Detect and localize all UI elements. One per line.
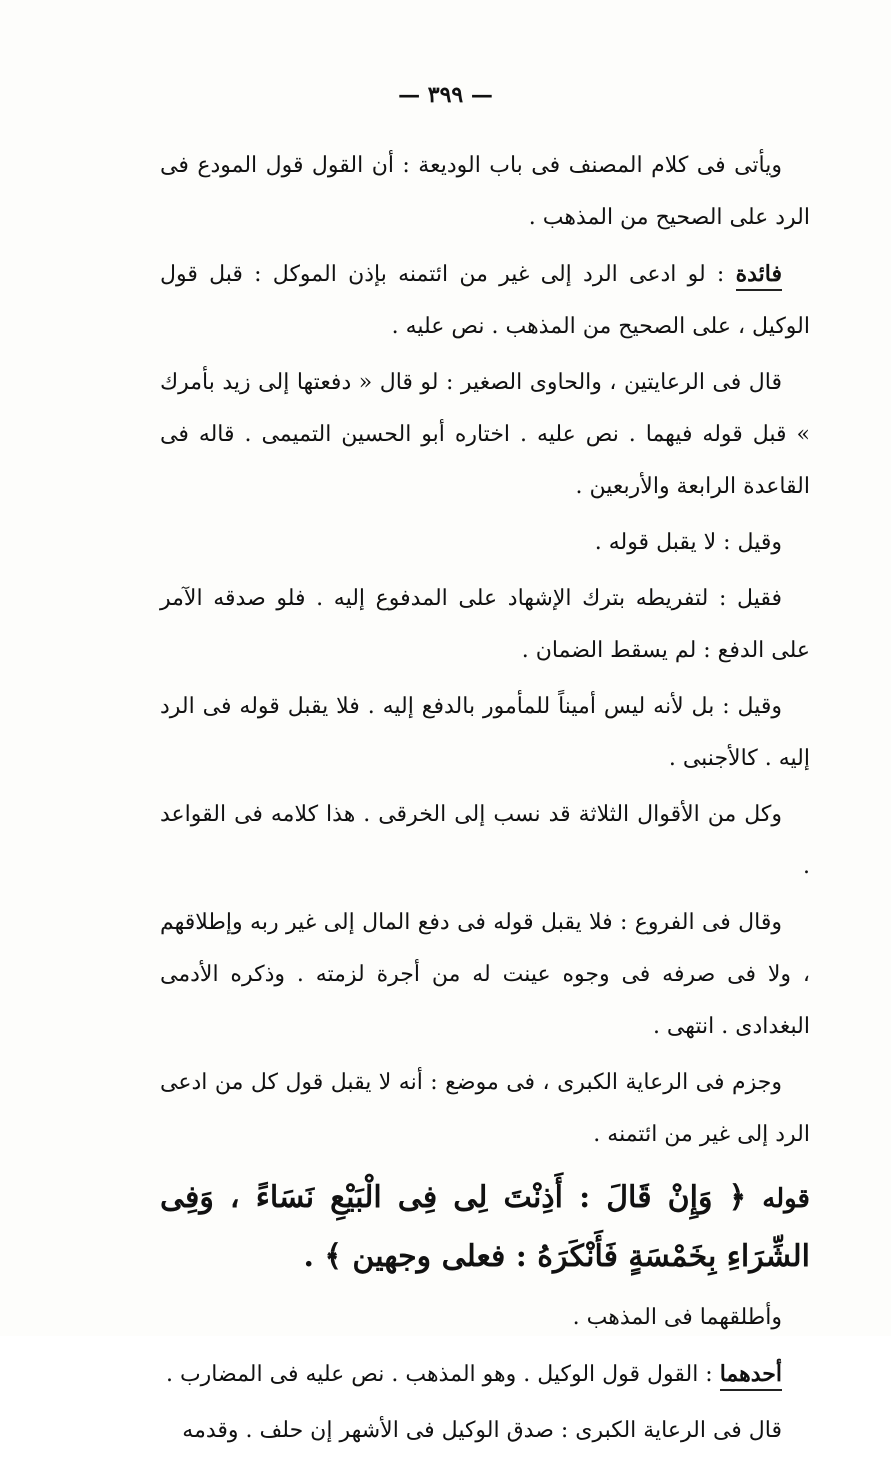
paragraph-lead: أحدهما [720,1361,782,1391]
paragraph-8 [160,897,810,1053]
body-text [160,140,810,1461]
paragraph-text: قال فى الرعايتين ، والحاوى الصغير : لو قال « دفعتها إلى زيد بأمرك » قبل قوله فيهما . نص عليه . اختاره أبو الحسين التميمى . قاله فى القاعدة الرابعة والأربعين . [160,370,810,499]
paragraph-text: وجزم فى الرعاية الكبرى ، فى موضع : أنه لا يقبل قول كل من ادعى الرد إلى غير من ائتمنه . [160,1070,810,1147]
paragraph-6 [160,681,810,785]
paragraph-7 [160,789,810,893]
paragraph-text: : القول قول الوكيل . وهو المذهب . نص عليه فى المضارب . [165,1362,720,1387]
paragraph-text: : لو ادعى الرد إلى غير من ائتمنه بإذن الموكل : قبل قول الوكيل ، على الصحيح من المذهب . نص عليه . [160,262,810,339]
paragraph-11 [160,1348,810,1401]
paragraph-5 [160,573,810,677]
paragraph-text: وقيل : بل لأنه ليس أميناً للمأمور بالدفع إليه . فلا يقبل قوله فى الرد إليه . كالأجنبى . [160,694,810,771]
paragraph-text: قال فى الرعاية الكبرى : صدق الوكيل فى الأشهر إن حلف . وقدمه [182,1418,782,1443]
paragraph-9 [160,1057,810,1161]
paragraph-text: وقال فى الفروع : فلا يقبل قوله فى دفع المال إلى غير ربه وإطلاقهم ، ولا فى صرفه فى وجوه عينت له من أجرة لزمته . وذكره الأدمى البغدادى . انتهى . [160,910,810,1039]
paragraph-text: وأطلقهما فى المذهب . [572,1305,782,1330]
paragraph-text: ويأتى فى كلام المصنف فى باب الوديعة : أن القول قول المودع فى الرد على الصحيح من المذهب . [160,153,810,230]
verse-heading [160,1169,810,1286]
paragraph-3 [160,357,810,513]
paragraph-2 [160,248,810,353]
paragraph-1 [160,140,810,244]
verse-lead: قوله [762,1184,810,1214]
paragraph-4 [160,517,810,569]
page-number: — ٣٩٩ — [398,82,493,108]
paragraph-12 [160,1405,810,1457]
paragraph-text: وكل من الأقوال الثلاثة قد نسب إلى الخرقى . هذا كلامه فى القواعد . [160,802,810,879]
paragraph-text: وقيل : لا يقبل قوله . [594,530,782,555]
paragraph-lead: فائدة [736,261,782,291]
verse-text: ﴿ وَإِنْ قَالَ : أَذِنْتَ لِى فِى الْبَيْعِ نَسَاءً ، وَفِى الشِّرَاءِ بِخَمْسَةٍ فَأَنْكَرَهُ : فعلى وجهين ﴾ . [160,1180,810,1274]
paragraph-text: فقيل : لتفريطه بترك الإشهاد على المدفوع إليه . فلو صدقه الآمر على الدفع : لم يسقط الضمان . [160,586,810,663]
paragraph-10 [160,1292,810,1344]
